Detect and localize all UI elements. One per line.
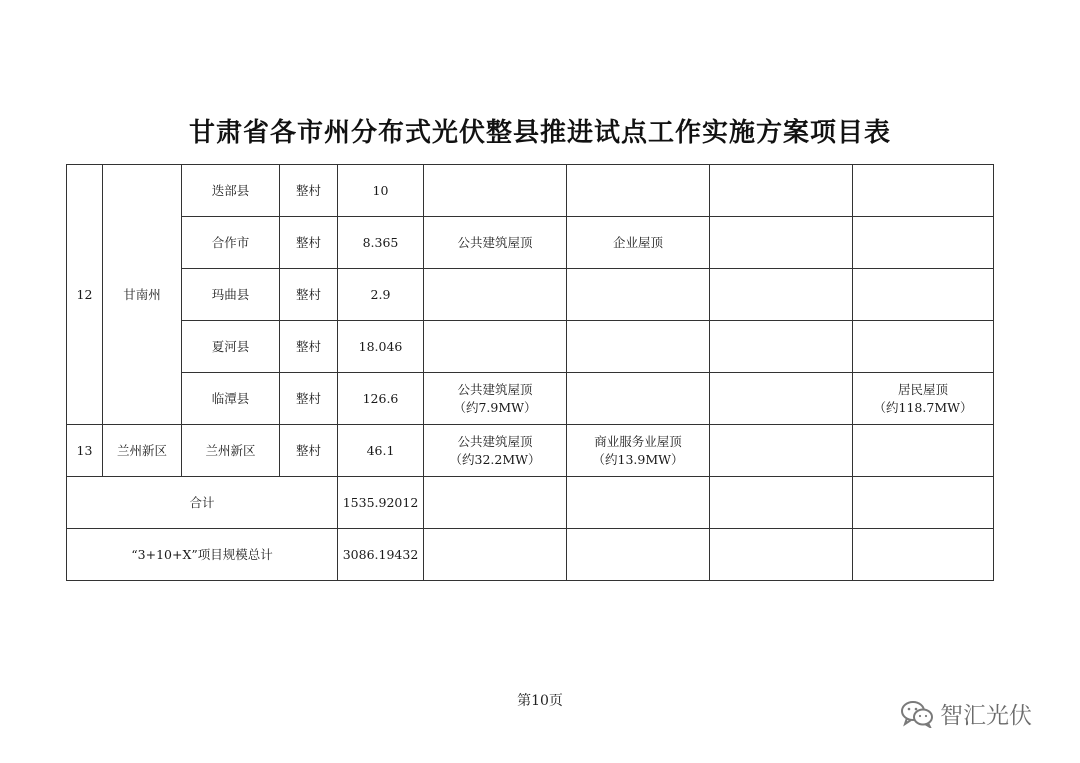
empty-cell xyxy=(853,477,994,529)
roof-type-capacity: （约32.2MW） xyxy=(449,451,541,467)
roof-type-label: 公共建筑屋顶 xyxy=(457,433,533,449)
page-number: 第10页 xyxy=(517,693,563,709)
roof-type-cell-4 xyxy=(853,425,994,477)
roof-type-capacity: （约7.9MW） xyxy=(453,399,537,415)
roof-type-cell-3 xyxy=(710,425,853,477)
roof-type-cell-2 xyxy=(567,269,710,321)
county-cell: 迭部县 xyxy=(182,165,280,217)
empty-cell xyxy=(710,477,853,529)
scale-cell: 10 xyxy=(338,165,424,217)
roof-type-cell-4 xyxy=(853,269,994,321)
row-number-cell: 13 xyxy=(67,425,103,477)
county-cell: 兰州新区 xyxy=(182,425,280,477)
empty-cell xyxy=(567,529,710,581)
roof-type-cell-1 xyxy=(424,269,567,321)
type-cell: 整村 xyxy=(280,321,338,373)
roof-type-cell-4 xyxy=(853,165,994,217)
roof-type-cell-2 xyxy=(567,425,710,477)
roof-type-label: 居民屋顶 xyxy=(897,381,948,397)
watermark-text: 智汇光伏 xyxy=(940,703,1032,729)
empty-cell xyxy=(424,529,567,581)
scale-cell: 2.9 xyxy=(338,269,424,321)
roof-type-cell-2 xyxy=(567,321,710,373)
scale-cell: 126.6 xyxy=(338,373,424,425)
scale-cell: 8.365 xyxy=(338,217,424,269)
roof-type-label: 商业服务业屋顶 xyxy=(594,433,682,449)
scale-cell: 46.1 xyxy=(338,425,424,477)
row-number-cell: 12 xyxy=(67,165,103,425)
table-row xyxy=(67,165,994,217)
roof-type-cell-1 xyxy=(424,373,567,425)
grand-total-label: “3+10+X”项目规模总计 xyxy=(67,529,338,581)
roof-type-cell-3 xyxy=(710,165,853,217)
table-row xyxy=(67,373,994,425)
empty-cell xyxy=(853,529,994,581)
roof-type-cell-2 xyxy=(567,165,710,217)
empty-cell xyxy=(567,477,710,529)
roof-type-cell-1 xyxy=(424,321,567,373)
empty-cell xyxy=(424,477,567,529)
roof-type-cell-2 xyxy=(567,373,710,425)
grand-total-row xyxy=(67,529,994,581)
subtotal-label: 合计 xyxy=(67,477,338,529)
project-table xyxy=(66,164,994,581)
type-cell: 整村 xyxy=(280,165,338,217)
roof-type-cell-3 xyxy=(710,269,853,321)
roof-type-cell-4 xyxy=(853,217,994,269)
type-cell: 整村 xyxy=(280,425,338,477)
subtotal-value: 1535.92012 xyxy=(338,477,424,529)
wechat-icon xyxy=(900,700,934,728)
city-cell: 兰州新区 xyxy=(103,425,182,477)
roof-type-capacity: （约13.9MW） xyxy=(592,451,684,467)
roof-type-label: 公共建筑屋顶 xyxy=(457,381,533,397)
roof-type-capacity: （约118.7MW） xyxy=(873,399,973,415)
scale-cell: 18.046 xyxy=(338,321,424,373)
roof-type-cell-2: 企业屋顶 xyxy=(567,217,710,269)
watermark xyxy=(900,697,1032,730)
city-cell: 甘南州 xyxy=(103,165,182,425)
table-row xyxy=(67,321,994,373)
roof-type-cell-4 xyxy=(853,373,994,425)
county-cell: 玛曲县 xyxy=(182,269,280,321)
subtotal-row xyxy=(67,477,994,529)
grand-total-value: 3086.19432 xyxy=(338,529,424,581)
table-row xyxy=(67,425,994,477)
roof-type-cell-4 xyxy=(853,321,994,373)
table-row xyxy=(67,217,994,269)
roof-type-cell-3 xyxy=(710,217,853,269)
roof-type-cell-1 xyxy=(424,425,567,477)
type-cell: 整村 xyxy=(280,217,338,269)
roof-type-cell-1: 公共建筑屋顶 xyxy=(424,217,567,269)
roof-type-cell-3 xyxy=(710,373,853,425)
table-row xyxy=(67,269,994,321)
county-cell: 临潭县 xyxy=(182,373,280,425)
roof-type-cell-1 xyxy=(424,165,567,217)
type-cell: 整村 xyxy=(280,269,338,321)
county-cell: 合作市 xyxy=(182,217,280,269)
roof-type-cell-3 xyxy=(710,321,853,373)
page-title: 甘肃省各市州分布式光伏整县推进试点工作实施方案项目表 xyxy=(188,118,891,148)
empty-cell xyxy=(710,529,853,581)
county-cell: 夏河县 xyxy=(182,321,280,373)
type-cell: 整村 xyxy=(280,373,338,425)
